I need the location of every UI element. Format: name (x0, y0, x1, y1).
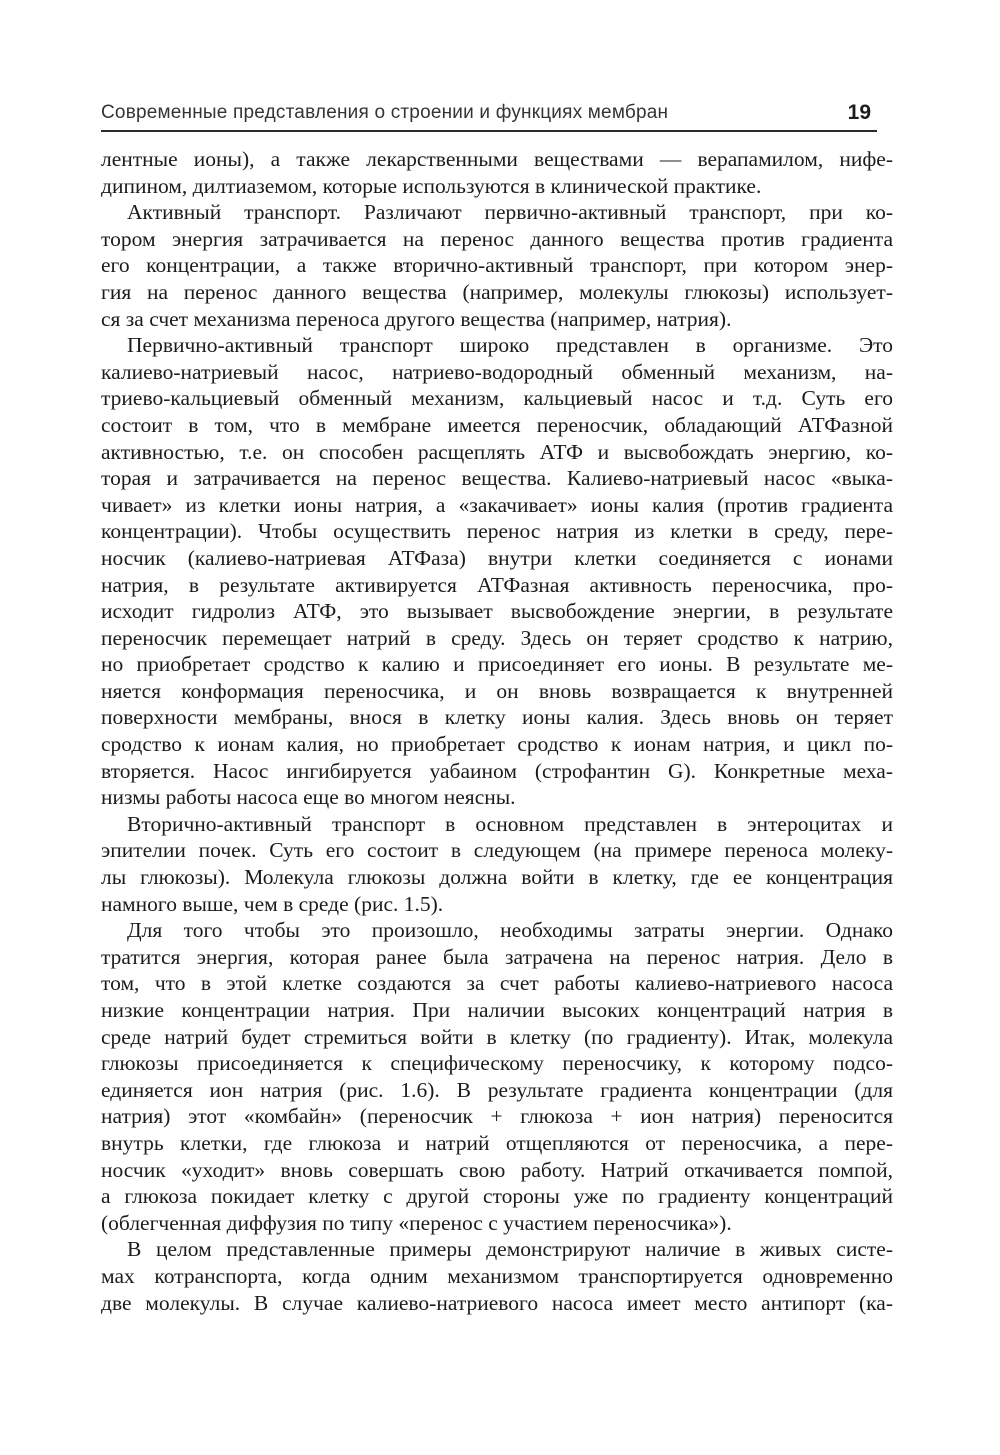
text-line: Активный транспорт. Различают первично-активный транспорт, при ко- (127, 200, 893, 225)
text-line: Первично-активный транспорт широко представлен в организме. Это (127, 333, 893, 358)
paragraph (101, 146, 893, 199)
text-line: Вторично-активный транспорт в основном представлен в энтероцитах и (127, 811, 893, 836)
text-line: том, что в этой клетке создаются за счет работы калиево-натриевого насоса (101, 971, 893, 996)
paragraph (101, 199, 893, 332)
text-line: носчик «уходит» вновь совершать свою работу. Натрий откачивается помпой, (101, 1157, 893, 1182)
paragraph (101, 917, 893, 1236)
text-line: носчик (калиево-натриевая АТФаза) внутри клетки соединяется с ионами (101, 545, 893, 570)
text-line: сродство к ионам калия, но приобретает сродство к ионам натрия, и цикл по- (101, 732, 893, 757)
running-title: Современные представления о строении и функциях мембран (101, 102, 669, 123)
paragraph (101, 1236, 893, 1316)
text-line: чивает» из клетки ионы натрия, а «закачивает» ионы калия (против градиента (101, 492, 893, 517)
text-line: вторяется. Насос ингибируется уабаином (строфантин G). Конкретные меха- (101, 758, 893, 783)
text-line: единяется ион натрия (рис. 1.6). В результате градиента концентрации (для (101, 1077, 893, 1102)
paragraph (101, 332, 893, 811)
text-line: внутрь клетки, где глюкоза и натрий отщепляются от переносчика, а пере- (101, 1130, 893, 1155)
text-line: состоит в том, что в мембране имеется переносчик, обладающий АТФазной (101, 412, 893, 437)
text-line: натрия, в результате активируется АТФазная активность переносчика, про- (101, 572, 893, 597)
text-line: лентные ионы), а также лекарственными веществами — верапамилом, нифе- (101, 147, 893, 171)
text-line: тором энергия затрачивается на перенос данного вещества против градиента (101, 226, 893, 251)
text-line: среде натрий будет стремиться войти в клетку (по градиенту). Итак, молекула (101, 1024, 893, 1049)
body-text (101, 146, 893, 1316)
text-line: торая и затрачивается на перенос вещества. Калиево-натриевый насос «выка- (101, 466, 893, 491)
text-line: мах котранспорта, когда одним механизмом транспортируется одновременно (101, 1263, 893, 1288)
page-header (101, 0, 893, 124)
text-line: а глюкоза покидает клетку с другой стороны уже по градиенту концентраций (101, 1184, 893, 1209)
text-line: концентрации). Чтобы осуществить перенос натрия из клетки в среду, пере- (101, 519, 893, 544)
header-rule (101, 130, 877, 132)
text-line: Для того чтобы это произошло, необходимы затраты энергии. Однако (127, 918, 893, 943)
text-line: калиево-натриевый насос, натриево-водородный обменный механизм, на- (101, 359, 893, 384)
text-block (101, 0, 893, 1316)
page-number: 19 (847, 101, 871, 124)
text-line: дипином, дилтиаземом, которые используются в клинической практике. (101, 173, 762, 198)
text-line: эпителии почек. Суть его состоит в следующем (на примере переноса молеку- (101, 838, 893, 863)
text-line: поверхности мембраны, внося в клетку ионы калия. Здесь вновь он теряет (101, 705, 893, 730)
text-line: но приобретает сродство к калию и присоединяет его ионы. В результате ме- (101, 652, 893, 677)
text-line: лы глюкозы). Молекула глюкозы должна войти в клетку, где ее концентрация (101, 865, 893, 890)
text-line: низмы работы насоса еще во многом неясны. (101, 785, 516, 810)
text-line: низкие концентрации натрия. При наличии высоких концентраций натрия в (101, 998, 893, 1022)
text-line: В целом представленные примеры демонстрируют наличие в живых систе- (127, 1237, 893, 1262)
paragraph (101, 811, 893, 917)
text-line: ся за счет механизма переноса другого вещества (например, натрия). (101, 306, 732, 331)
text-line: (облегченная диффузия по типу «перенос с участием переносчика»). (101, 1210, 732, 1235)
text-line: няется конформация переносчика, и он вновь возвращается к внутренней (101, 678, 893, 703)
text-line: глюкозы присоединяется к специфическому переносчику, к которому подсо- (101, 1051, 893, 1076)
text-line: переносчик перемещает натрий в среду. Здесь он теряет сродство к натрию, (101, 625, 893, 650)
text-line: намного выше, чем в среде (рис. 1.5). (101, 891, 444, 916)
text-line: активностью, т.е. он способен расщеплять АТФ и высвобождать энергию, ко- (101, 439, 893, 464)
text-line: две молекулы. В случае калиево-натриевого насоса имеет место антипорт (ка- (101, 1290, 893, 1315)
text-line: натрия) этот «комбайн» (переносчик + глюкоза + ион натрия) переносится (101, 1104, 893, 1129)
text-line: гия на перенос данного вещества (например, молекулы глюкозы) использует- (101, 279, 893, 304)
text-line: исходит гидролиз АТФ, это вызывает высвобождение энергии, в результате (101, 599, 893, 624)
text-line: триево-кальциевый обменный механизм, кальциевый насос и т.д. Суть его (101, 386, 893, 411)
text-line: его концентрации, а также вторично-активный транспорт, при котором энер- (101, 253, 893, 278)
text-line: тратится энергия, которая ранее была затрачена на перенос натрия. Дело в (101, 944, 893, 969)
